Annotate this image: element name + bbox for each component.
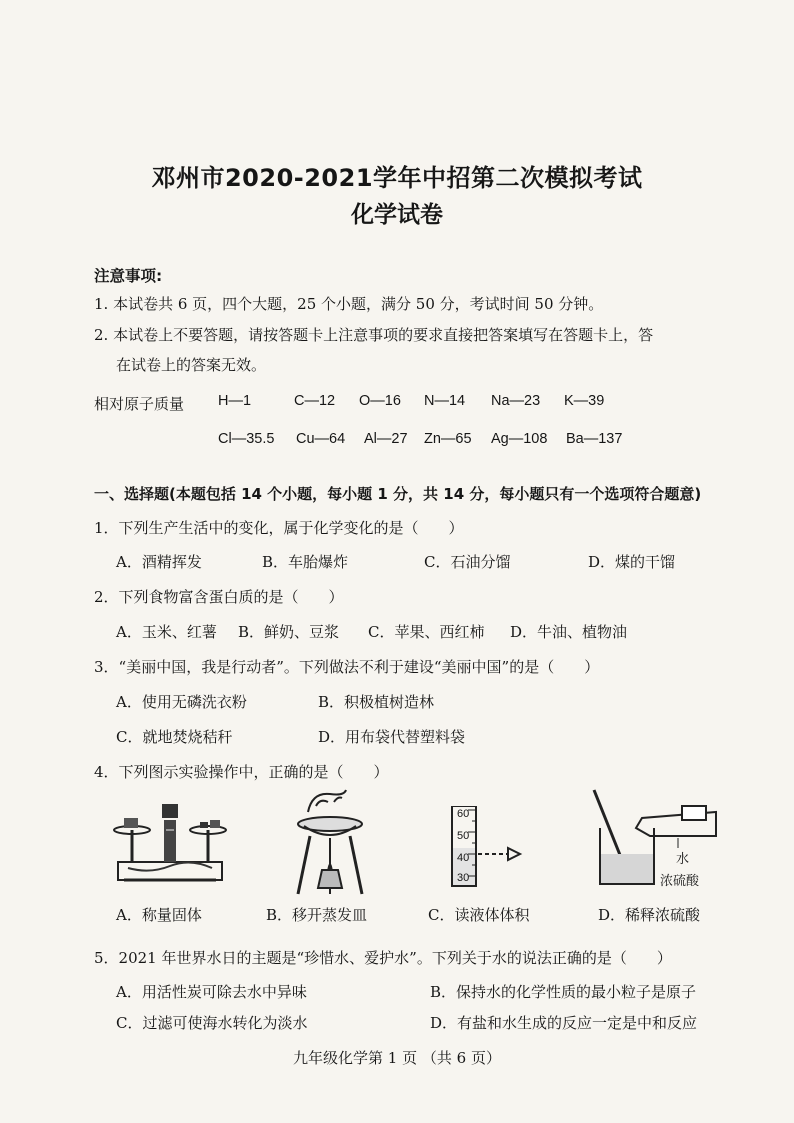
notice-heading: 注意事项: bbox=[94, 267, 163, 285]
cylinder-tick-50: 50 bbox=[457, 830, 470, 842]
atomic-mass-c: C—12 bbox=[294, 393, 336, 409]
atomic-mass-ag: Ag—108 bbox=[491, 431, 548, 447]
atomic-mass-h: H—1 bbox=[218, 393, 252, 409]
question-3-option-c: C．就地焚烧秸秆 bbox=[116, 728, 233, 746]
notice-item-1: 1. 本试卷共 6 页，四个大题，25 个小题，满分 50 分，考试时间 50 分钟。 bbox=[94, 295, 604, 313]
evaporating-dish-figure bbox=[290, 788, 370, 898]
question-3-option-a: A．使用无磷洗衣粉 bbox=[116, 693, 247, 711]
figure-d-caption: D．稀释浓硫酸 bbox=[598, 906, 701, 924]
page-footer: 九年级化学第 1 页 （共 6 页） bbox=[293, 1049, 501, 1067]
atomic-mass-ba: Ba—137 bbox=[566, 431, 623, 447]
balance-scale-figure bbox=[110, 800, 230, 890]
question-4-stem: 4．下列图示实验操作中，正确的是（ ） bbox=[94, 763, 389, 781]
atomic-mass-cu: Cu—64 bbox=[296, 431, 346, 447]
cylinder-tick-60: 60 bbox=[457, 808, 470, 820]
atomic-mass-al: Al—27 bbox=[364, 431, 408, 447]
question-5-option-b: B．保持水的化学性质的最小粒子是原子 bbox=[430, 983, 697, 1001]
question-5-option-d: D．有盐和水生成的反应一定是中和反应 bbox=[430, 1014, 698, 1032]
question-5-option-c: C．过滤可使海水转化为淡水 bbox=[116, 1014, 308, 1032]
question-5-option-a: A．用活性炭可除去水中异味 bbox=[116, 983, 307, 1001]
atomic-mass-na: Na—23 bbox=[491, 393, 541, 409]
question-1-option-a: A．酒精挥发 bbox=[116, 553, 202, 571]
atomic-mass-n: N—14 bbox=[424, 393, 466, 409]
notice-item-2-cont: 在试卷上的答案无效。 bbox=[116, 356, 267, 374]
question-2-option-a: A．玉米、红薯 bbox=[116, 623, 217, 641]
diluting-acid-figure bbox=[584, 788, 724, 892]
question-1-option-c: C．石油分馏 bbox=[424, 553, 511, 571]
figure-c-caption: C．读液体体积 bbox=[428, 906, 530, 924]
water-label: 水 bbox=[676, 852, 690, 867]
question-1-option-b: B．车胎爆炸 bbox=[262, 553, 349, 571]
question-2-option-d: D．牛油、植物油 bbox=[510, 623, 628, 641]
question-1-option-d: D．煤的干馏 bbox=[588, 553, 676, 571]
exam-title: 邓州市2020-2021学年中招第二次模拟考试 bbox=[151, 164, 643, 192]
cylinder-tick-40: 40 bbox=[457, 852, 470, 864]
atomic-mass-zn: Zn—65 bbox=[424, 431, 472, 447]
question-2-stem: 2．下列食物富含蛋白质的是（ ） bbox=[94, 588, 344, 606]
exam-subject-title: 化学试卷 bbox=[351, 202, 443, 228]
question-5-stem: 5．2021 年世界水日的主题是“珍惜水、爱护水”。下列关于水的说法正确的是（ ） bbox=[94, 949, 672, 967]
atomic-mass-cl: Cl—35.5 bbox=[218, 431, 275, 447]
atomic-mass-label: 相对原子质量 bbox=[94, 395, 185, 413]
question-3-option-d: D．用布袋代替塑料袋 bbox=[318, 728, 466, 746]
question-1-stem: 1．下列生产生活中的变化，属于化学变化的是（ ） bbox=[94, 519, 464, 537]
section-1-heading: 一、选择题(本题包括 14 个小题，每小题 1 分，共 14 分，每小题只有一个选项符合题意) bbox=[94, 485, 702, 503]
figure-a-caption: A．称量固体 bbox=[116, 906, 202, 924]
figure-b-caption: B．移开蒸发皿 bbox=[266, 906, 368, 924]
atomic-mass-o: O—16 bbox=[359, 393, 401, 409]
question-2-option-c: C．苹果、西红柿 bbox=[368, 623, 485, 641]
cylinder-tick-30: 30 bbox=[457, 872, 470, 884]
question-3-option-b: B．积极植树造林 bbox=[318, 693, 435, 711]
question-3-stem: 3．“美丽中国，我是行动者”。下列做法不利于建设“美丽中国”的是（ ） bbox=[94, 658, 600, 676]
acid-label: 浓硫酸 bbox=[660, 874, 700, 889]
question-2-option-b: B．鲜奶、豆浆 bbox=[238, 623, 340, 641]
atomic-mass-k: K—39 bbox=[564, 393, 605, 409]
notice-item-2: 2. 本试卷上不要答题，请按答题卡上注意事项的要求直接把答案填写在答题卡上，答 bbox=[94, 326, 654, 344]
